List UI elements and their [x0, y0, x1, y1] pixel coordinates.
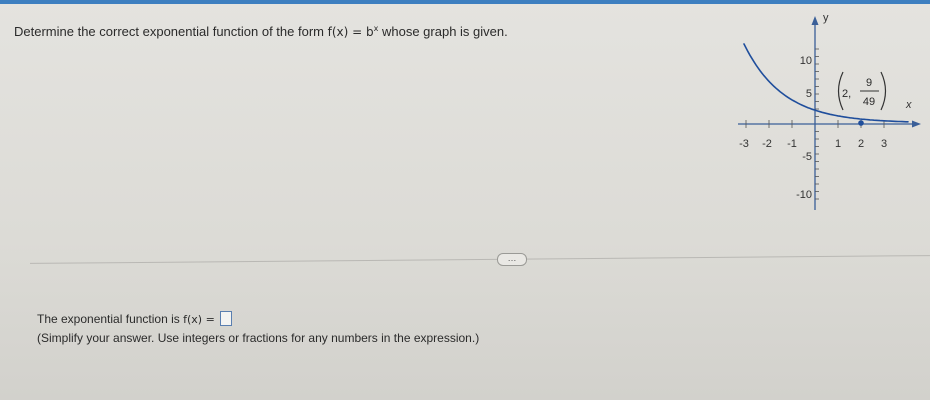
y-tick-label: -5: [802, 151, 812, 163]
point-label-denominator: 49: [862, 96, 876, 108]
x-tick-label: 1: [834, 138, 842, 150]
y-tick-label: -10: [796, 189, 812, 201]
question-prefix: Determine the correct exponential function of the form: [14, 24, 324, 39]
expand-more-button[interactable]: …: [497, 253, 527, 266]
point-label: [839, 72, 886, 110]
answer-prefix: The exponential function is: [37, 312, 180, 326]
answer-hint: (Simplify your answer. Use integers or fractions for any numbers in the expression.): [37, 331, 480, 345]
x-tick-label: -1: [787, 138, 797, 150]
x-axis-label: x: [906, 99, 912, 111]
function-graph: [730, 8, 925, 213]
question-text: [14, 24, 508, 39]
answer-line: [37, 311, 232, 326]
answer-function: f(x) =: [183, 313, 215, 326]
function-form: [328, 25, 379, 39]
question-suffix: whose graph is given.: [381, 24, 508, 39]
y-tick-label: 10: [799, 55, 812, 67]
point-marker: [858, 120, 864, 126]
x-tick-label: -2: [762, 138, 772, 150]
function-form-exponent: x: [373, 24, 379, 33]
top-accent-bar: [0, 0, 930, 4]
x-tick-label: 2: [857, 138, 865, 150]
y-axis-label: y: [823, 12, 829, 24]
function-form-lhs: f(x) = b: [327, 25, 374, 39]
x-tick-label: 3: [880, 138, 888, 150]
section-divider: [30, 255, 930, 264]
y-tick-label: 5: [805, 88, 812, 100]
point-label-x: 2,: [842, 88, 852, 100]
x-tick-label: -3: [739, 138, 749, 150]
exponential-curve: [744, 44, 908, 122]
point-label-numerator: 9: [865, 77, 873, 89]
graph-axes: [738, 16, 921, 210]
answer-input[interactable]: [220, 311, 232, 326]
